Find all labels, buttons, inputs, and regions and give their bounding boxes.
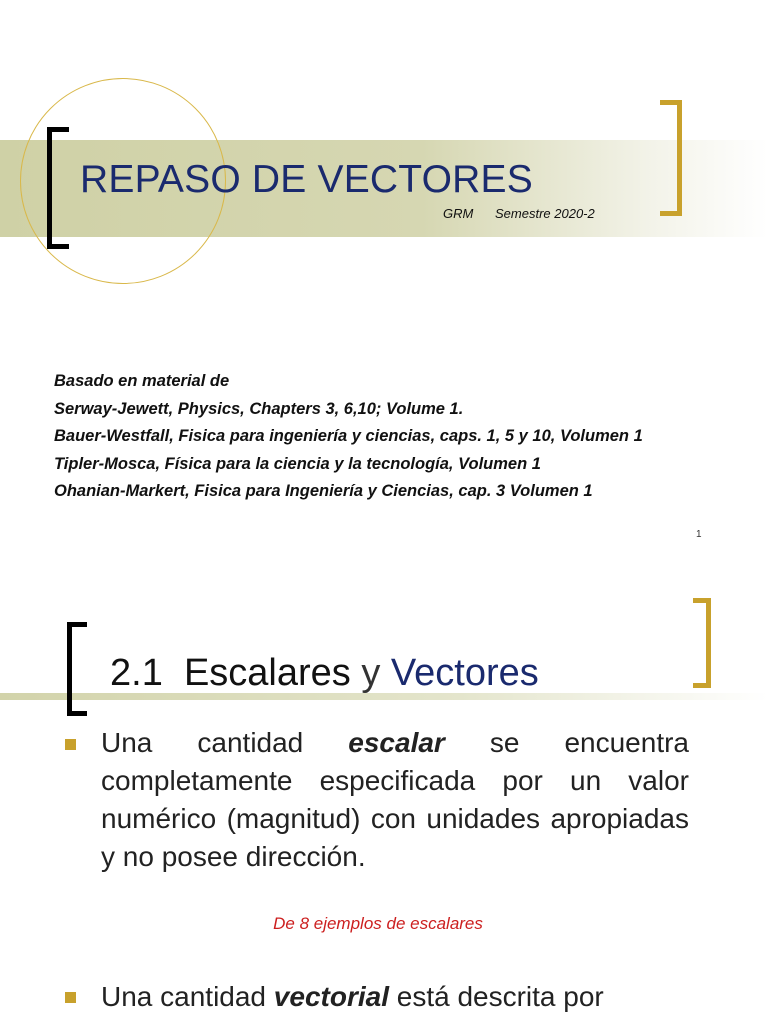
title-word-escalares: Escalares <box>183 652 351 694</box>
slide-title: REPASO DE VECTORES <box>80 158 533 201</box>
exercise-note: De 8 ejemplos de escalares <box>273 914 483 933</box>
credit-line: Ohanian-Markert, Fisica para Ingeniería y Ciencias, cap. 3 Volumen 1 <box>54 482 593 501</box>
semester: Semestre 2020-2 <box>495 206 595 221</box>
credit-line: Basado en material de <box>54 372 230 390</box>
section-title <box>110 652 539 695</box>
slide-2 <box>0 560 768 1024</box>
bullet-square-icon <box>65 992 76 1003</box>
credit-line: Serway-Jewett, Physics, Chapters 3, 6,10; Volume 1. <box>54 399 464 418</box>
credit-line: Tipler-Mosca, Física para la ciencia y la tecnología, Volumen 1 <box>54 454 541 473</box>
left-bracket <box>67 622 87 716</box>
section-number: 2.1 <box>110 652 163 694</box>
title-word-vectores: Vectores <box>390 652 539 694</box>
slide-subtitle <box>443 206 595 221</box>
page-number: 1 <box>696 529 702 540</box>
right-bracket <box>660 100 682 216</box>
emphasis-escalar: escalar <box>348 727 445 758</box>
bullet-scalar-definition: Una cantidad escalar se encuentra completamente especificada por un valor numérico (magnitud) con unidades apropiadas y no posee dirección. <box>101 727 689 872</box>
emphasis-vectorial: vectorial <box>273 981 389 1012</box>
author: GRM <box>443 206 474 221</box>
credits-block <box>54 368 643 506</box>
right-bracket <box>693 598 711 688</box>
bullet-square-icon <box>65 739 76 750</box>
left-bracket <box>47 127 69 249</box>
bullet-vector-definition: Una cantidad vectorial está descrita por <box>101 981 604 1012</box>
credit-line: Bauer-Westfall, Fisica para ingeniería y ciencias, caps. 1, 5 y 10, Volumen 1 <box>54 427 643 446</box>
title-word-y: y <box>361 652 381 694</box>
